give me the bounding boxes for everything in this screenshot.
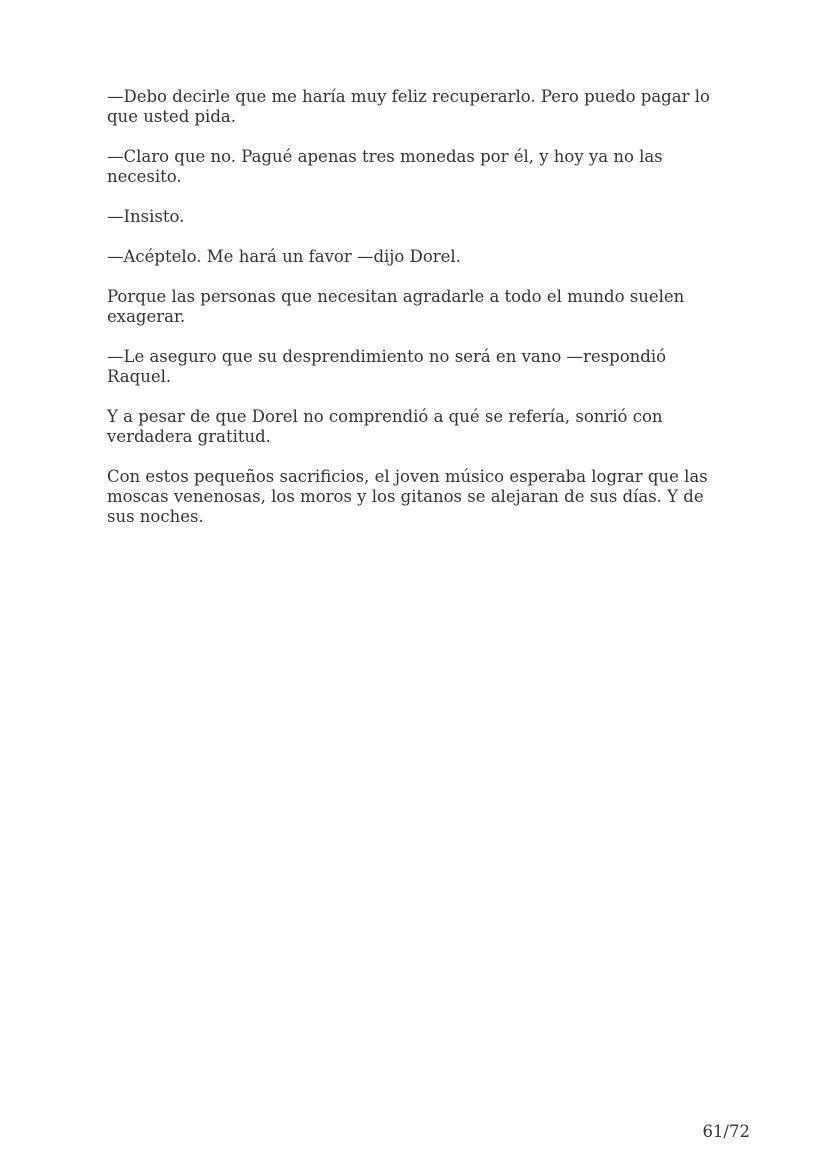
paragraph: Porque las personas que necesitan agradarle a todo el mundo suelen exagerar. <box>107 287 685 326</box>
paragraph: —Insisto. <box>107 207 185 226</box>
paragraph: Con estos pequeños sacrificios, el joven músico esperaba lograr que las moscas venenosas, los moros y los gitanos se alejaran de sus días. Y de sus noches. <box>107 467 708 526</box>
paragraph: —Claro que no. Pagué apenas tres monedas por él, y hoy ya no las necesito. <box>107 147 663 186</box>
page-number: 61/72 <box>702 1122 750 1141</box>
paragraph: —Acéptelo. Me hará un favor —dijo Dorel. <box>107 247 461 266</box>
paragraph: —Debo decirle que me haría muy feliz recuperarlo. Pero puedo pagar lo que usted pida. <box>107 87 710 126</box>
paragraph: Y a pesar de que Dorel no comprendió a qué se refería, sonrió con verdadera gratitud. <box>107 407 663 446</box>
page-body <box>107 87 723 547</box>
paragraph: —Le aseguro que su desprendimiento no será en vano —respondió Raquel. <box>107 347 667 386</box>
